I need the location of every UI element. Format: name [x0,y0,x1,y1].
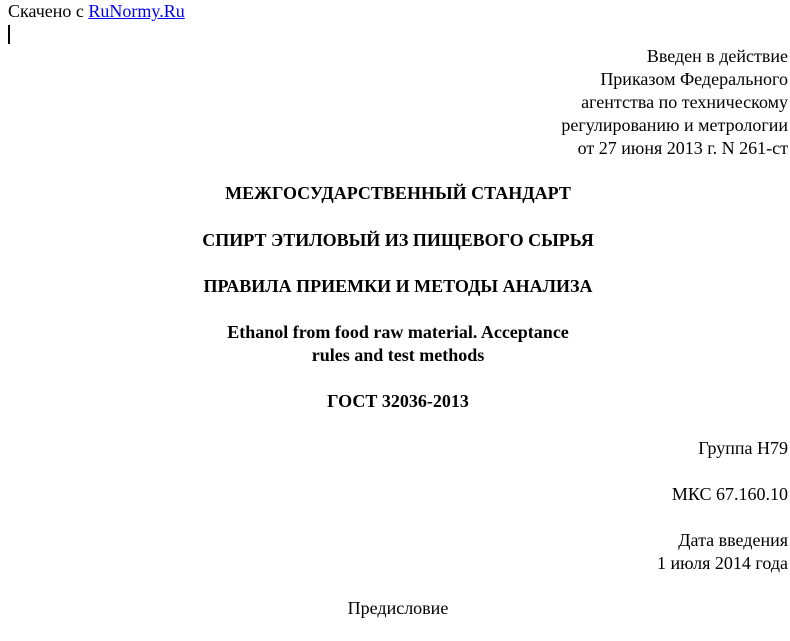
source-prefix: Скачено с [8,1,89,21]
foreword-heading: Предисловие [347,598,449,618]
introduction-date [657,529,788,575]
source-link[interactable]: RuNormy.Ru [88,1,185,21]
document-title-en [0,321,790,367]
introduction-date-value: 1 июля 2014 года [657,553,788,573]
introduction-date-label: Дата введения [678,530,788,550]
enactment-line-5: от 27 июня 2013 г. N 261-ст [577,138,788,158]
document-title-ru: СПИРТ ЭТИЛОВЫЙ ИЗ ПИЩЕВОГО СЫРЬЯ [202,230,594,250]
enactment-line-2: Приказом Федерального [600,69,788,89]
text-cursor [8,25,10,44]
enactment-line-4: регулированию и метрологии [561,115,788,135]
group-code: Группа Н79 [698,438,788,458]
source-line [8,0,185,23]
enactment-notice [561,45,788,160]
title-en-line-2: rules and test methods [311,345,485,365]
enactment-line-1: Введен в действие [646,46,788,66]
mks-code: МКС 67.160.10 [671,484,788,504]
enactment-line-3: агентства по техническому [581,92,788,112]
standard-type-heading: МЕЖГОСУДАРСТВЕННЫЙ СТАНДАРТ [225,183,571,203]
title-en-line-1: Ethanol from food raw material. Acceptance [227,322,569,342]
gost-number: ГОСТ 32036-2013 [327,391,469,411]
document-subtitle-ru: ПРАВИЛА ПРИЕМКИ И МЕТОДЫ АНАЛИЗА [203,276,593,296]
